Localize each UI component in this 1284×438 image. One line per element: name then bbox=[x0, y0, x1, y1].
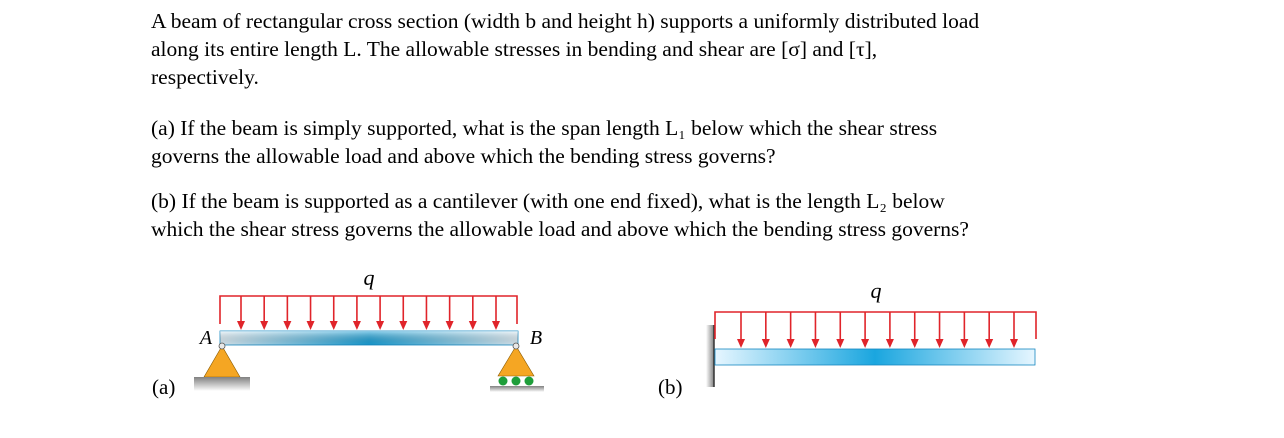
figure-simply-supported-beam bbox=[140, 258, 580, 428]
support-label-a: A bbox=[199, 327, 213, 349]
distributed-load-arrows bbox=[737, 312, 1018, 348]
part-a-line-2: governs the allowable load and above which the bending stress governs? bbox=[151, 144, 776, 168]
panel-label-a: (a) bbox=[152, 375, 176, 399]
down-arrow-icon bbox=[307, 321, 315, 330]
figure-cantilever-beam bbox=[640, 258, 1060, 428]
simply-supported-beam-diagram bbox=[140, 258, 580, 428]
distributed-load-outline bbox=[715, 312, 1036, 339]
down-arrow-icon bbox=[836, 339, 844, 348]
intro-line-2: along its entire length L. The allowable stresses in bending and shear are [σ] and [τ], bbox=[151, 37, 878, 61]
roller-support-triangle bbox=[498, 346, 534, 376]
down-arrow-icon bbox=[811, 339, 819, 348]
fixed-wall-support bbox=[706, 325, 714, 387]
question-part-b bbox=[151, 187, 1161, 243]
beam-body bbox=[715, 349, 1035, 365]
part-b-line-2: which the shear stress governs the allowable load and above which the bending stress governs? bbox=[151, 217, 969, 241]
panel-label-b: (b) bbox=[658, 375, 683, 399]
distributed-load-arrows bbox=[237, 296, 500, 330]
down-arrow-icon bbox=[936, 339, 944, 348]
question-part-a bbox=[151, 114, 1161, 170]
problem-intro bbox=[151, 7, 1161, 91]
down-arrow-icon bbox=[762, 339, 770, 348]
down-arrow-icon bbox=[376, 321, 384, 330]
down-arrow-icon bbox=[330, 321, 338, 330]
down-arrow-icon bbox=[985, 339, 993, 348]
down-arrow-icon bbox=[911, 339, 919, 348]
down-arrow-icon bbox=[787, 339, 795, 348]
down-arrow-icon bbox=[1010, 339, 1018, 348]
intro-line-3: respectively. bbox=[151, 65, 259, 89]
roller-hinge-icon bbox=[513, 343, 519, 349]
roller-wheel-icon bbox=[499, 377, 508, 386]
pin-support-triangle bbox=[204, 346, 240, 377]
load-label-q: q bbox=[870, 278, 882, 303]
down-arrow-icon bbox=[446, 321, 454, 330]
down-arrow-icon bbox=[737, 339, 745, 348]
down-arrow-icon bbox=[237, 321, 245, 330]
intro-line-1: A beam of rectangular cross section (width b and height h) supports a uniformly distributed load bbox=[151, 9, 980, 33]
down-arrow-icon bbox=[960, 339, 968, 348]
down-arrow-icon bbox=[353, 321, 361, 330]
load-label-q: q bbox=[363, 265, 375, 290]
down-arrow-icon bbox=[283, 321, 291, 330]
ground-right bbox=[490, 386, 544, 392]
down-arrow-icon bbox=[260, 321, 268, 330]
support-label-b: B bbox=[529, 327, 543, 349]
roller-wheel-icon bbox=[512, 377, 521, 386]
down-arrow-icon bbox=[422, 321, 430, 330]
cantilever-beam-diagram bbox=[640, 258, 1060, 428]
ground-left bbox=[194, 377, 250, 391]
part-a-line-1: (a) If the beam is simply supported, what is the span length L₁ below which the shear stress bbox=[151, 116, 938, 140]
part-b-line-1: (b) If the beam is supported as a cantilever (with one end fixed), what is the length L₂ below bbox=[151, 189, 945, 213]
down-arrow-icon bbox=[886, 339, 894, 348]
roller-wheel-icon bbox=[525, 377, 534, 386]
down-arrow-icon bbox=[861, 339, 869, 348]
beam-shading bbox=[220, 331, 518, 345]
down-arrow-icon bbox=[399, 321, 407, 330]
down-arrow-icon bbox=[492, 321, 500, 330]
down-arrow-icon bbox=[469, 321, 477, 330]
pin-hinge-icon bbox=[219, 343, 225, 349]
